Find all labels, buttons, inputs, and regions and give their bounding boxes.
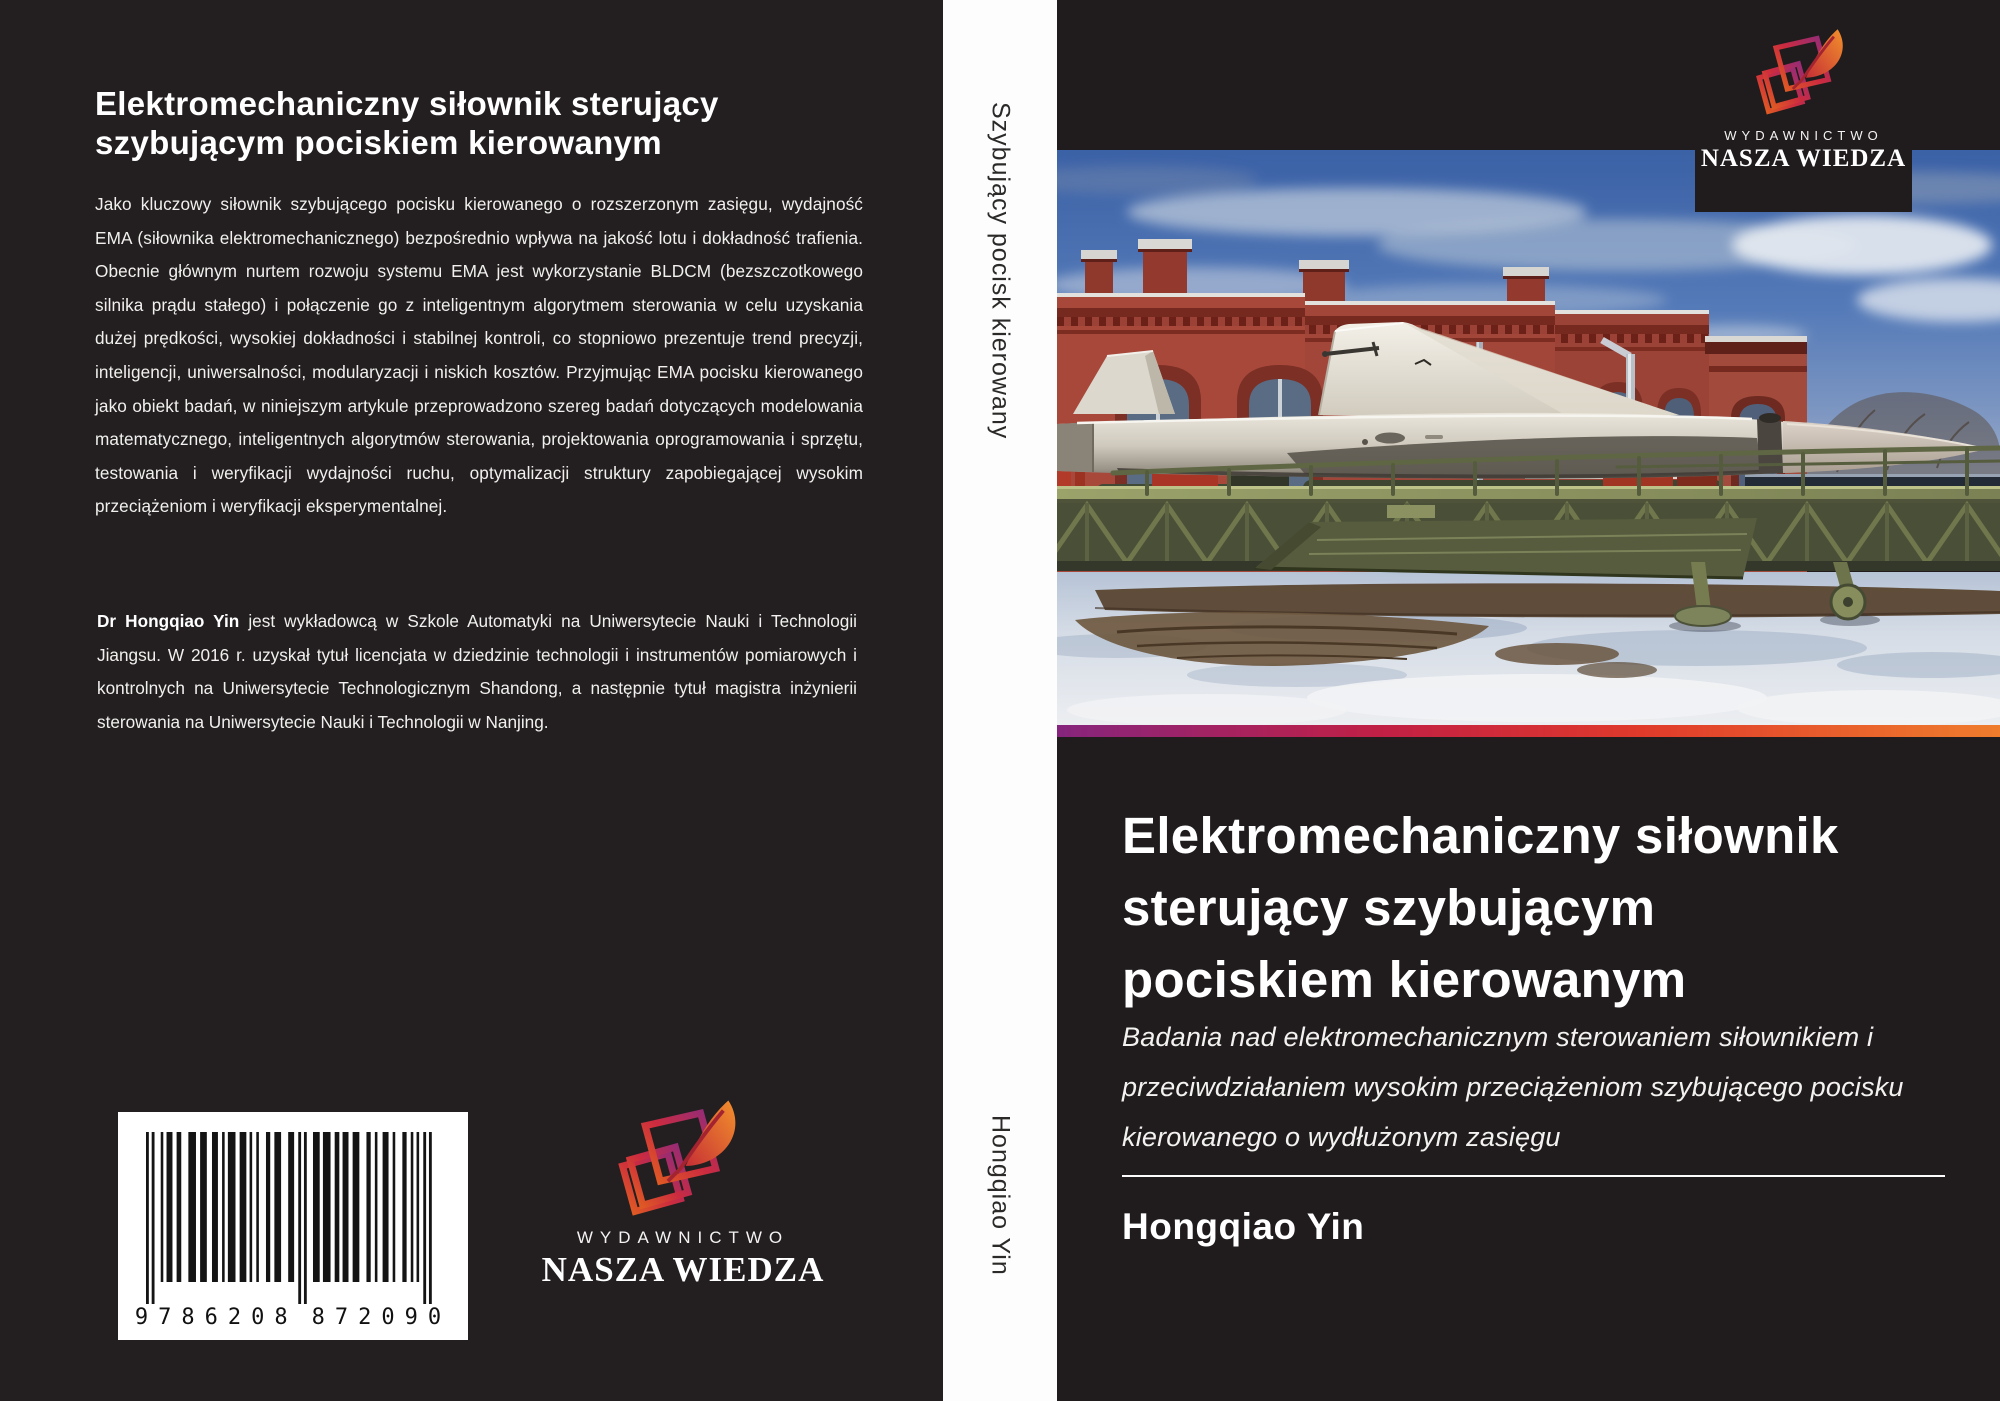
publisher-logo-back — [540, 1098, 826, 1290]
publisher-name-top: WYDAWNICTWO — [1724, 128, 1883, 143]
publisher-name-top: WYDAWNICTWO — [576, 1228, 790, 1247]
front-title-line: pociskiem kierowanym — [1122, 951, 1687, 1008]
back-cover-blurb: Jako kluczowy siłownik szybującego pocisku kierowanego o rozszerzonym zasięgu, wydajność EMA (siłownika elektromechanicznego) bezpośrednio wpływa na jakość lotu i dokładność trafienia. Obecnie głównym nurtem rozwoju systemu EMA jest wykorzystanie BLDCM (bezszczotkowego silnika prądu stałego) i połączenie go z inteligentnym algorytmem sterowania w celu uzyskania dużej prędkości, wysokiej dokładności i stabilnej kontroli, co stopniowo prezentuje trend precyzji, inteligencji, uniwersalności, modularyzacji i niskich kosztów. Przyjmując EMA pocisku kierowanego jako obiekt badań, w niniejszym artykule przeprowadzono szereg badań dotyczących modelowania matematycznego, inteligentnych algorytmów sterowania, projektowania oprogramowania i sprzętu, testowania i weryfikacji wydajności ruchu, optymalizacji struktury zapobiegającej wysokim przeciążeniom i weryfikacji eksperymentalnej. — [95, 194, 863, 517]
spine-author: Hongqiao Yin — [986, 1115, 1015, 1276]
barcode — [118, 1112, 468, 1340]
publisher-name-bottom: NASZA WIEDZA — [541, 1250, 825, 1289]
publisher-logo-front — [1695, 0, 1912, 212]
front-title-line: Elektromechaniczny siłownik — [1122, 807, 1839, 864]
front-cover — [1057, 0, 2000, 1401]
accent-stripe — [1057, 725, 2000, 737]
front-title-line: sterujący szybującym — [1122, 879, 1656, 936]
isbn-digits — [118, 1305, 468, 1330]
spine-title: Szybujący pocisk kierowany — [986, 102, 1015, 440]
publisher-name-bottom: NASZA WIEDZA — [1700, 145, 1907, 172]
publisher-logo-icon — [599, 1098, 767, 1224]
front-subtitle: Badania nad elektromechanicznym sterowaniem siłownikiem i przeciwdziałaniem wysokim przeciążeniom szybującego pocisku kierowanego o wydłużonym zasięgu — [1122, 1022, 1904, 1152]
front-author: Hongqiao Yin — [1122, 1206, 1365, 1247]
back-cover — [0, 0, 943, 1401]
author-bio-name: Dr Hongqiao Yin — [97, 611, 240, 631]
isbn-digits-right: 872090 — [311, 1305, 452, 1330]
back-cover-title: Elektromechaniczny siłownik sterujący szybującym pociskiem kierowanym — [95, 85, 719, 161]
missile-wing — [1255, 518, 1757, 578]
author-bio-text: jest wykładowcą w Szkole Automatyki na Uniwersytecie Nauki i Technologii Jiangsu. W 2016 r. uzyskał tytuł licencjata w dziedzinie technologii i instrumentów pomiarowych i kontrolnych na Uniwersytecie Technologicznym Shandong, a następnie tytuł magistra inżynierii sterowania na Uniwersytecie Nauki i Technologii w Nanjing. — [97, 611, 858, 732]
spine — [943, 0, 1057, 1401]
isbn-digits-left: 9786208 — [134, 1305, 298, 1330]
author-bio — [97, 605, 857, 739]
publisher-logo-icon — [1748, 26, 1860, 122]
cover-photo — [1057, 150, 2000, 725]
divider-rule — [1122, 1175, 1945, 1177]
front-title — [1122, 800, 1839, 1016]
barcode-bars — [146, 1132, 438, 1310]
